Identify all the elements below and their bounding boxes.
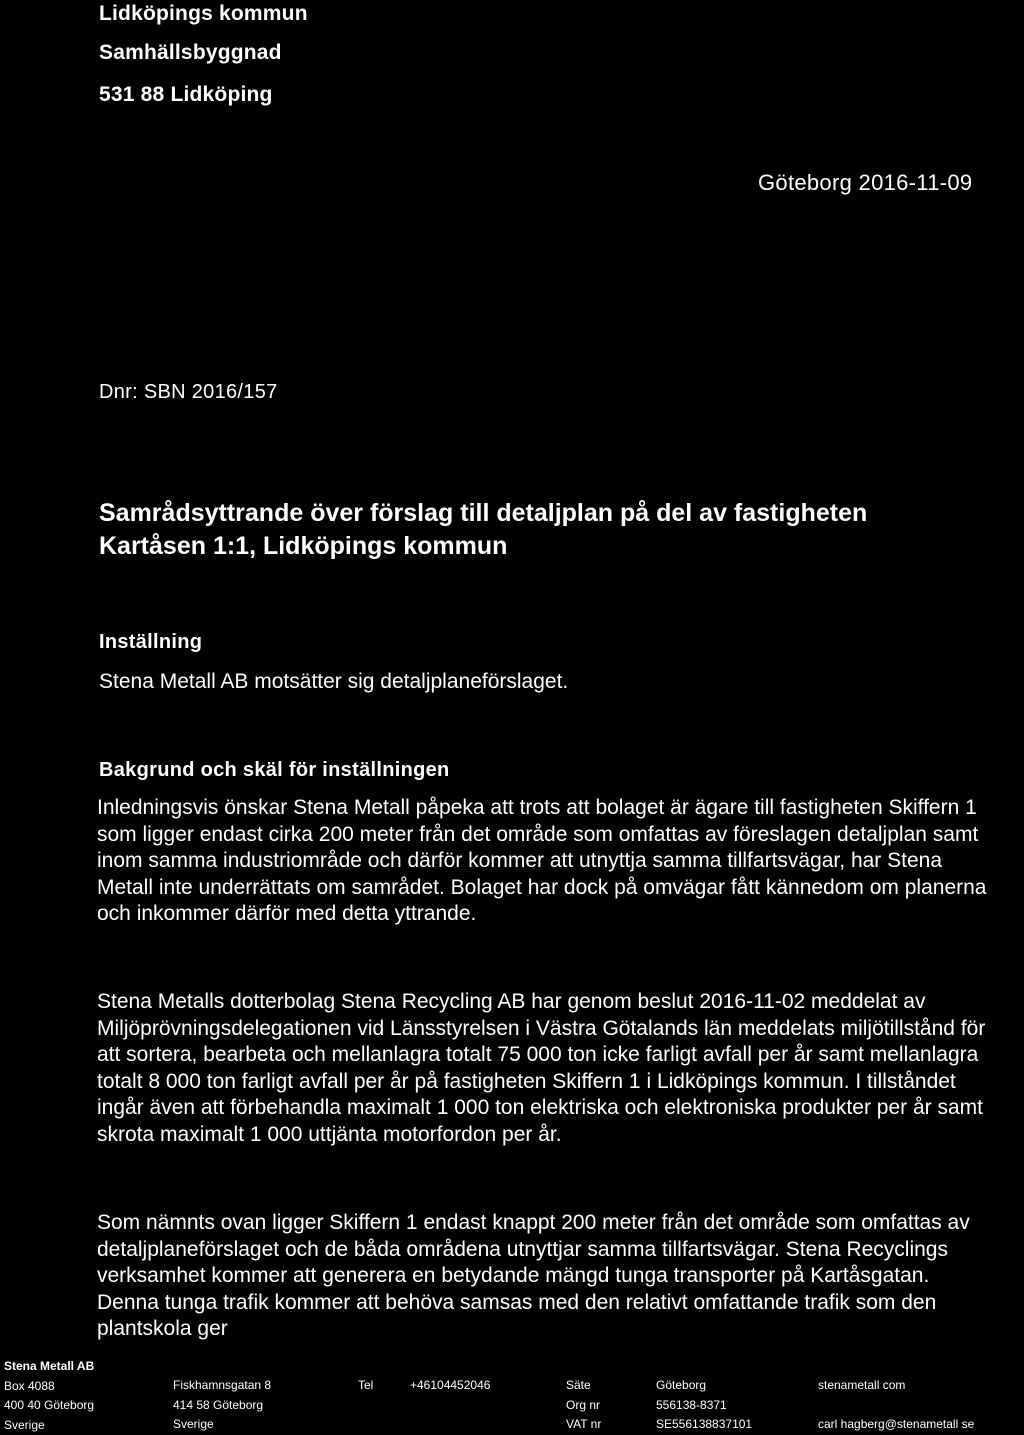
recipient-line-3: 531 88 Lidköping <box>99 83 273 106</box>
body-paragraph-2-text: Stena Metalls dotterbolag Stena Recycling AB har genom beslut 2016-11-02 meddelat av Miljöprövningsdelegationen vid Länsstyrelsen i Västra Götalands län meddelats miljötillstånd för att sortera, bearbeta och mellanlagra totalt 75 000 ton icke farligt avfall per år samt mellanlagra totalt 8 000 ton farligt avfall per år på fastigheten Skiffern 1 i Lidköpings kommun. I tillståndet ingår även att förbehandla maximalt 1 000 ton elektriska och elektroniska produkter per år samt skrota maximalt 1 000 uttjänta motorfordon per år. <box>97 990 986 1146</box>
bakgrund-heading: Bakgrund och skäl för inställningen <box>99 759 450 781</box>
recipient-line-2: Samhällsbyggnad <box>99 41 282 64</box>
footer-email: carl hagberg@stenametall se <box>818 1417 975 1431</box>
footer-visiting-line-3: Sverige <box>173 1417 214 1431</box>
footer-reg-value-vatnr: SE556138837101 <box>656 1417 753 1431</box>
footer-reg-label-seat: Säte <box>566 1378 591 1392</box>
footer-visiting-line-2: 414 58 Göteborg <box>173 1397 264 1412</box>
footer-reg-value-seat: Göteborg <box>656 1378 707 1392</box>
footer-postal-line-2: 400 40 Göteborg <box>4 1398 95 1412</box>
footer-reg-label-orgnr: Org nr <box>566 1397 601 1412</box>
body-paragraph-2 <box>97 989 997 1148</box>
footer-tel-label: Tel <box>358 1378 374 1392</box>
footer-reg-label-vatnr: VAT nr <box>566 1417 602 1431</box>
footer-company-name: Stena Metall AB <box>4 1359 95 1373</box>
body-paragraph-3 <box>97 1210 997 1343</box>
installning-text: Stena Metall AB motsätter sig detaljplaneförslaget. <box>99 670 569 693</box>
footer-reg-value-orgnr: 556138-8371 <box>656 1397 727 1412</box>
footer-tel-value: +46104452046 <box>410 1378 491 1392</box>
footer-postal-line-3: Sverige <box>4 1417 45 1432</box>
footer-visiting-line-1: Fiskhamnsgatan 8 <box>173 1378 272 1392</box>
place-date: Göteborg 2016-11-09 <box>758 170 973 195</box>
footer-postal-line-1: Box 4088 <box>4 1378 55 1393</box>
document-title: Samrådsyttrande över förslag till detaljplan på del av fastigheten Kartåsen 1:1, Lidköpings kommun <box>99 499 868 560</box>
footer-reg-labels <box>566 1376 601 1435</box>
dnr-reference: Dnr: SBN 2016/157 <box>99 381 278 403</box>
body-paragraph-1-text: Inledningsvis önskar Stena Metall påpeka att trots att bolaget är ägare till fastigheten Skiffern 1 som ligger endast cirka 200 meter från det område som omfattas av föreslagen detaljplan samt inom samma industriområde och därför kommer att utnyttja samma tillfartsvägar, har Stena Metall inte underrättats om samrådet. Bolaget har dock på omvägar fått kännedom om planerna och inkommer därför med detta yttrande. <box>97 796 987 925</box>
footer-visiting-block <box>173 1376 271 1435</box>
body-paragraph-1 <box>97 795 997 928</box>
footer-company-block <box>4 1357 94 1435</box>
body-paragraph-3-text: Som nämnts ovan ligger Skiffern 1 endast knappt 200 meter från det område som omfattas av detaljplaneförslaget och de båda områdena utnyttjar samma tillfartsvägar. Stena Recyclings verksamhet kommer att generera en betydande mängd tunga transporter på Kartåsgatan. Denna tunga trafik kommer att behöva samsas med den relativt omfattande trafik som den plantskola ger <box>97 1211 970 1340</box>
installning-heading: Inställning <box>99 631 203 653</box>
footer-reg-values <box>656 1376 752 1435</box>
footer-contact-block <box>818 1376 974 1435</box>
recipient-line-1: Lidköpings kommun <box>99 2 308 25</box>
footer-website: stenametall com <box>818 1378 906 1392</box>
